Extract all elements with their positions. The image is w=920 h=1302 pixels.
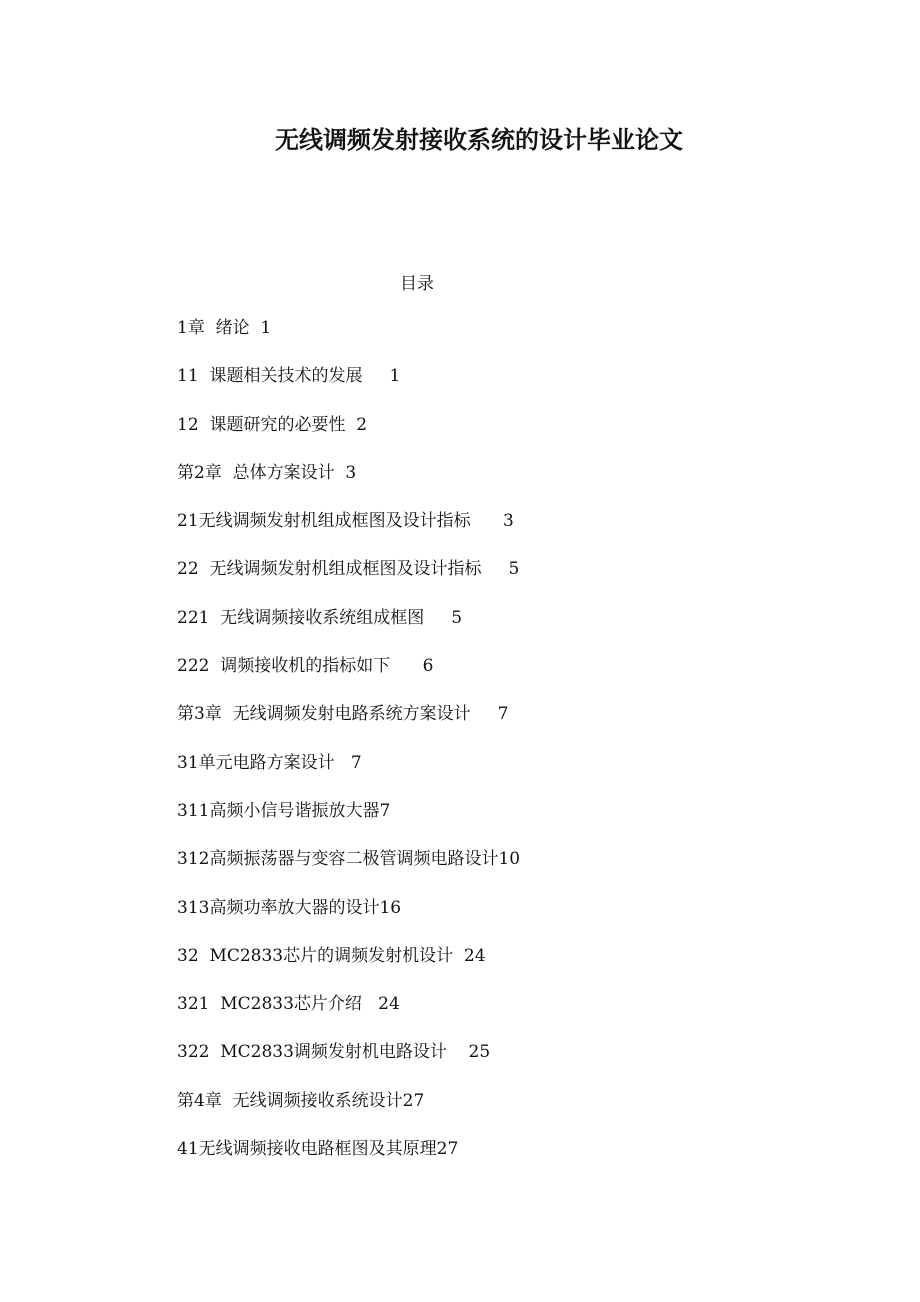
toc-entry: 31单元电路方案设计 7 — [177, 752, 362, 773]
toc-entry: 12 课题研究的必要性 2 — [177, 414, 368, 435]
toc-entry: 222 调频接收机的指标如下 6 — [177, 656, 434, 677]
toc-heading: 目录 — [400, 274, 434, 294]
toc-entry: 第2章 总体方案设计 3 — [177, 462, 357, 483]
toc-entry: 221 无线调频接收系统组成框图 5 — [177, 607, 463, 628]
toc-entry: 32 MC2833芯片的调频发射机设计 24 — [177, 945, 486, 966]
toc-list — [177, 317, 520, 1186]
toc-entry: 322 MC2833调频发射机电路设计 25 — [177, 1042, 491, 1063]
toc-entry: 311高频小信号谐振放大器7 — [177, 800, 391, 821]
toc-entry: 第3章 无线调频发射电路系统方案设计 7 — [177, 704, 509, 725]
toc-entry: 22 无线调频发射机组成框图及设计指标 5 — [177, 559, 520, 580]
toc-entry: 313高频功率放大器的设计16 — [177, 897, 402, 918]
toc-entry: 321 MC2833芯片介绍 24 — [177, 994, 400, 1015]
toc-entry: 第4章 无线调频接收系统设计27 — [177, 1090, 425, 1111]
toc-entry: 1章 绪论 1 — [177, 318, 272, 338]
toc-entry: 11 课题相关技术的发展 1 — [177, 366, 401, 387]
toc-entry: 312高频振荡器与变容二极管调频电路设计10 — [177, 849, 521, 870]
document-title: 无线调频发射接收系统的设计毕业论文 — [275, 125, 683, 154]
toc-entry: 41无线调频接收电路框图及其原理27 — [177, 1139, 459, 1160]
toc-entry: 21无线调频发射机组成框图及设计指标 3 — [177, 511, 514, 532]
